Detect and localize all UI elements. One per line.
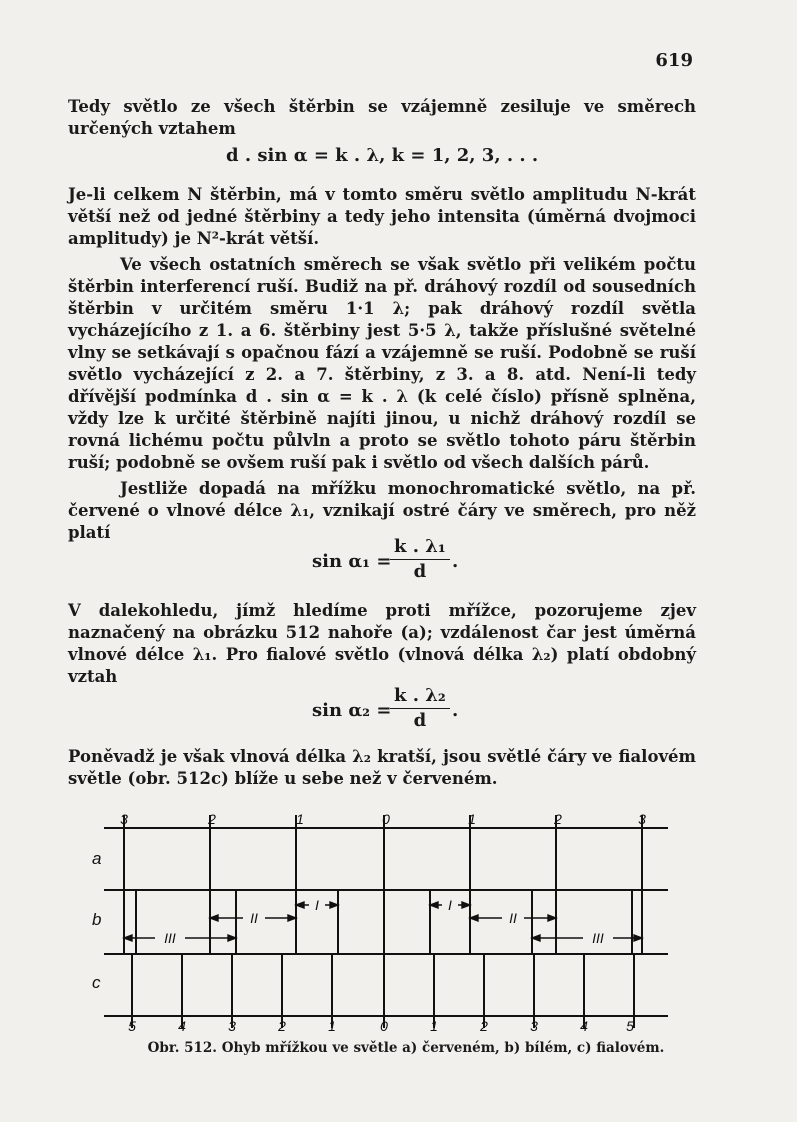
order-label-bottom: 4 — [580, 1018, 588, 1034]
row-label-b: b — [92, 910, 102, 929]
arrowhead — [548, 915, 556, 921]
order-label-bottom: 3 — [530, 1018, 538, 1034]
order-label-bottom: 0 — [380, 1018, 388, 1034]
arrowhead — [330, 902, 338, 908]
spectrum-mark: II — [250, 910, 258, 926]
paragraph-3: Ve všech ostatních směrech se však světlo při velikém počtu štěrbin interferencí ruší. Budiž na př. dráhový rozdíl od sousedních štěrbin v určitém směru 1·1 λ; pak dráhový rozdíl světla vycházejícího z 1. a 6. štěrbiny jest 5·5 λ, takže příslušné světelné vlny se setkávají s opačnou fází a vzájemně se ruší. Podobně se ruší světlo vycházející z 2. a 7. štěrbiny, z 3. a 8. atd. Není-li tedy dřívější podmínka d . sin α = k . λ (k celé číslo) přísně splněna, vždy lze k určité štěrbině najíti jinou, u nichž dráhový rozdíl se rovná lichému počtu půlvln a proto se světlo tohoto páru štěrbin ruší; podobně se ovšem ruší pak i světlo od všech dalších párů. — [68, 255, 696, 472]
spectrum-mark: I — [315, 897, 319, 913]
order-label-bottom: 1 — [328, 1018, 336, 1034]
spectrum-mark: III — [592, 930, 604, 946]
order-label-top: 1 — [468, 811, 476, 827]
arrowhead — [124, 935, 132, 941]
paragraph-1: Tedy světlo ze všech štěrbin se vzájemně zesiluje ve směrech určených vztahem — [68, 97, 696, 138]
equation-violet-end: . — [452, 700, 459, 721]
arrowhead — [288, 915, 296, 921]
equation-red-lhs: sin α₁ = — [312, 551, 392, 572]
order-label-bottom: 2 — [480, 1018, 488, 1034]
row-label-c: c — [92, 973, 101, 992]
order-label-bottom: 4 — [178, 1018, 186, 1034]
arrowhead — [210, 915, 218, 921]
arrowhead — [634, 935, 642, 941]
paragraph-6: Poněvadž je však vlnová délka λ₂ kratší, jsou světlé čáry ve fialovém světle (obr. 512c) blíže u sebe než v červeném. — [68, 747, 696, 788]
arrowhead — [462, 902, 470, 908]
spectrum-mark: I — [448, 897, 452, 913]
paragraph-4: Jestliže dopadá na mřížku monochromatické světlo, na př. červené o vlnové délce λ₁, vznikají ostré čáry ve směrech, pro něž platí — [68, 479, 696, 542]
equation-violet-numerator: k . λ₂ — [390, 685, 450, 709]
arrowhead — [296, 902, 304, 908]
arrowhead — [470, 915, 478, 921]
order-label-bottom: 3 — [228, 1018, 236, 1034]
arrowhead — [430, 902, 438, 908]
arrowhead — [532, 935, 540, 941]
arrowhead — [228, 935, 236, 941]
paragraph-2: Je-li celkem N štěrbin, má v tomto směru světlo amplitudu N-krát větší než od jedné štěrbiny a tedy jeho intensita (úměrná dvojmoci amplitudy) je N²-krát větší. — [68, 185, 696, 248]
equation-red-numerator: k . λ₁ — [390, 536, 450, 560]
equation-grating: d . sin α = k . λ, k = 1, 2, 3, . . . — [226, 145, 539, 166]
order-label-top: 3 — [638, 811, 646, 827]
spectrum-mark: III — [164, 930, 176, 946]
order-label-top: 2 — [208, 811, 216, 827]
page-number: 619 — [655, 50, 693, 71]
equation-red-end: . — [452, 551, 459, 572]
order-label-top: 3 — [120, 811, 128, 827]
order-label-top: 0 — [382, 811, 390, 827]
row-label-a: a — [92, 849, 102, 868]
order-label-top: 1 — [296, 811, 304, 827]
order-label-bottom: 2 — [278, 1018, 286, 1034]
order-label-top: 2 — [554, 811, 562, 827]
order-label-bottom: 1 — [430, 1018, 438, 1034]
spectrum-mark: II — [509, 910, 517, 926]
equation-red-denominator: d — [413, 561, 427, 582]
order-label-bottom: 5 — [626, 1018, 634, 1034]
equation-violet-lhs: sin α₂ = — [312, 700, 392, 721]
paragraph-5: V dalekohledu, jímž hledíme proti mřížce, pozorujeme zjev naznačený na obrázku 512 nahoře (a); vzdálenost čar jest úměrná vlnové délce λ₁. Pro fialové světlo (vlnová délka λ₂) platí obdobný vztah — [68, 601, 696, 686]
order-label-bottom: 5 — [128, 1018, 136, 1034]
figure-caption: Obr. 512. Ohyb mřížkou ve světle a) červeném, b) bílém, c) fialovém. — [147, 1040, 665, 1056]
equation-violet-denominator: d — [413, 710, 427, 731]
